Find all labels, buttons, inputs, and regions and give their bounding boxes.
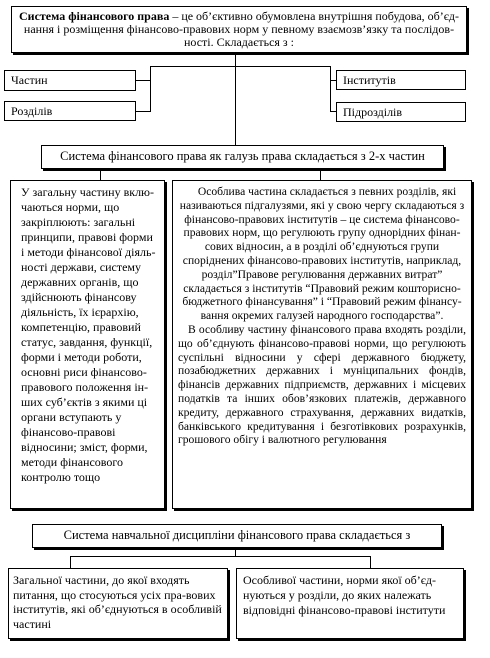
discipline-general-text: Загальної частини, до якої входять питання, що стосуються усіх пра-вових інститутів, які об’єднуються в особливій частині (13, 573, 222, 631)
system-definition-box (11, 6, 467, 53)
component-rozdiliv (4, 101, 136, 121)
special-part-box (172, 180, 472, 509)
discipline-special-text: Особливої частини, норми якої об’єд-нуються у розділи, до яких належать відповідні фінансово-правові інститути (243, 573, 446, 617)
branch-structure-title-text: Система фінансового права як галузь права складається з 2-х частин (60, 149, 425, 163)
general-part-box (10, 180, 165, 509)
special-part-paragraph-2: В особливу частину фінансового права входять розділи, що об’єднують фінансово-правові норми, що регулюють суспільні відносини у сфері державного бюджету, позабюджетних державних і муніципальних фондів, фінансів державних підприємств, державних і місцевих податків та інших обов’язкових платежів, державного кредиту, державного страхування, державних видатків, банківського кредитування і безготівкових розрахунків, грошового обігу і валютного регулювання (178, 322, 466, 447)
component-chastyn-label: Частин (11, 73, 48, 87)
discipline-special-box (236, 568, 464, 639)
special-part-paragraph-1: Особлива частина складається з певних розділів, які називаються підгалузями, які у свою чергу складаються з фінансово-правових інститутів – це система фінансово-правових норм, що регулюють групу однорідних фінан-сових відносин, а в розділі об’єднуються групи споріднених фінансово-правових інститутів, наприклад, розділ”Правове регулювання державних витрат” складається з інститутів “Правовий режим кошторисно-бюджетного фінансування” і “Правовий режим фінансу-вання окремих галузей народного господарства”. (179, 185, 465, 323)
component-pidrozdiliv-label: Підрозділів (343, 105, 403, 119)
discipline-structure-title (32, 524, 442, 548)
discipline-general-box (8, 568, 228, 639)
general-part-text: У загальну частину вклю-чаються норми, що закріплюють: загальні принципи, правові форми і методи фінансової діяль-ності держави, систему державних органів, що здійснюють фінансову діяльність, їх ієрархію, компетенцію, правовий статус, завдання, функції, форми і методи роботи, основні риси фінансово-правового положення ін-ших суб’єктів з якими ці органи вступають у фінансово-правові відносини; зміст, форми, методи фінансового контролю тощо (21, 185, 156, 484)
component-chastyn (4, 70, 136, 91)
component-instytutiv (336, 70, 466, 90)
discipline-structure-title-text: Система навчальної дисципліни фінансового права складається з (63, 528, 411, 542)
component-pidrozdiliv (336, 102, 466, 122)
system-definition-text: – це об’єктивно обумовлена внутрішня побудова, об’єд-нання і розміщення фінансово-правових норм у певному взаємозв’язку та послідов-ності. Складається з : (23, 9, 459, 50)
branch-structure-title (41, 145, 444, 169)
system-definition-term: Система фінансового права (18, 9, 170, 23)
component-rozdiliv-label: Розділів (11, 104, 53, 118)
component-instytutiv-label: Інститутів (343, 73, 396, 87)
